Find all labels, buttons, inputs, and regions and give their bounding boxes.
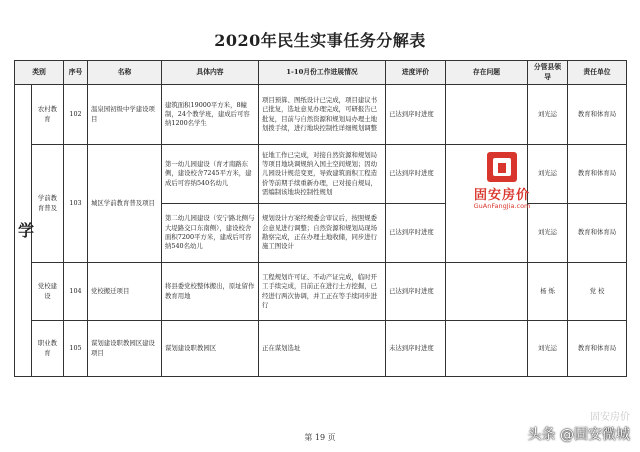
task-table bbox=[14, 60, 627, 377]
table-header-row bbox=[15, 61, 627, 85]
page-number: 第 19 页 bbox=[304, 433, 336, 442]
faint-watermark: 固安房价 bbox=[590, 412, 630, 423]
content-cell: 建筑面积19000平方米，8幢制，24个教学班，建成后可容纳1200名学生 bbox=[162, 85, 259, 145]
number-cell: 105 bbox=[64, 321, 88, 377]
header-name: 名称 bbox=[88, 61, 162, 85]
name-cell: 城区学前教育普及项目 bbox=[88, 145, 162, 263]
evaluation-cell: 未达到序时进度 bbox=[386, 321, 446, 377]
evaluation-cell: 已达到序时进度 bbox=[386, 204, 446, 263]
unit-cell: 教育和体育局 bbox=[568, 321, 627, 377]
progress-cell: 征地工作已完成，对接自然资源和规划局等项目地块调规纳入国土空间规划；因幼儿园设计规范变更，导致建筑面积工程造价等前期手续重新办理，已对接自规局，需编制该地块控制性规划 bbox=[259, 145, 386, 204]
subcategory-cell: 党校建设 bbox=[32, 263, 64, 321]
leader-cell: 刘光运 bbox=[528, 145, 568, 204]
leader-cell: 杨 烁 bbox=[528, 263, 568, 321]
evaluation-cell: 已达到序时进度 bbox=[386, 145, 446, 204]
evaluation-cell: 已达到序时进度 bbox=[386, 263, 446, 321]
site-logo bbox=[456, 152, 548, 218]
logo-subtext: GuAnFangJia.com bbox=[473, 202, 531, 210]
progress-cell: 工程规划许可证、不动产证完成，临时开工手续完成，目前正在进行土方挖掘，已经进行两次协调，并工正在等手续同步进行 bbox=[259, 263, 386, 321]
progress-cell: 项目预算、图纸设计已完成，项目建议书已批复，选址意见办理完成，可研报告已批复，目前与自然资源和规划局办理土地划拨手续，进行地块控制性详细规划调整 bbox=[259, 85, 386, 145]
leader-cell: 刘光运 bbox=[528, 204, 568, 263]
issue-cell bbox=[446, 263, 528, 321]
evaluation-cell: 已达到序时进度 bbox=[386, 85, 446, 145]
house-logo-icon bbox=[487, 152, 517, 182]
unit-cell: 教育和体育局 bbox=[568, 85, 627, 145]
number-cell: 102 bbox=[64, 85, 88, 145]
table-row bbox=[15, 321, 627, 377]
unit-cell: 党 校 bbox=[568, 263, 627, 321]
header-progress: 1-10月份工作进展情况 bbox=[259, 61, 386, 85]
number-cell: 104 bbox=[64, 263, 88, 321]
content-cell: 第一幼儿园建设（育才南路东侧，建设校舍7245平方米，建成后可容纳540名幼儿 bbox=[162, 145, 259, 204]
source-watermark: 头条 @固安微城 bbox=[527, 427, 630, 443]
main-category-cell: 学 bbox=[15, 85, 32, 377]
unit-cell: 教育和体育局 bbox=[568, 204, 627, 263]
issue-cell bbox=[446, 321, 528, 377]
issue-cell bbox=[446, 85, 528, 145]
content-cell: 第二幼儿园建设（安宁路北侧与大堤路交口东南侧），建设校舍面积7200平方米，建成后可容纳540名幼儿 bbox=[162, 204, 259, 263]
header-issue: 存在问题 bbox=[446, 61, 528, 85]
name-cell: 党校搬迁项目 bbox=[88, 263, 162, 321]
subcategory-cell: 学前教育普及 bbox=[32, 145, 64, 263]
logo-text: 固安房价 bbox=[473, 188, 530, 203]
document-title: 2020年民生实事任务分解表 bbox=[214, 31, 426, 50]
progress-cell: 规划设计方案经规委会审议后，按照规委会意见进行调整；自然资源和规划局现场勘察完成，正在办理土地收储，同步进行施工图设计 bbox=[259, 204, 386, 263]
number-cell: 103 bbox=[64, 145, 88, 263]
unit-cell: 教育和体育局 bbox=[568, 145, 627, 204]
table-row bbox=[15, 85, 627, 145]
table-row bbox=[15, 263, 627, 321]
progress-cell: 正在谋划选址 bbox=[259, 321, 386, 377]
leader-cell: 刘光运 bbox=[528, 85, 568, 145]
subcategory-cell: 职业教育 bbox=[32, 321, 64, 377]
header-evaluation: 进度评价 bbox=[386, 61, 446, 85]
subcategory-cell: 农村教育 bbox=[32, 85, 64, 145]
content-cell: 将县委党校整体搬出，原址留作教育用地 bbox=[162, 263, 259, 321]
header-category: 类别 bbox=[15, 61, 64, 85]
leader-cell: 刘光运 bbox=[528, 321, 568, 377]
header-content: 具体内容 bbox=[162, 61, 259, 85]
name-cell: 谋划建设职教园区建设项目 bbox=[88, 321, 162, 377]
header-unit: 责任单位 bbox=[568, 61, 627, 85]
name-cell: 温泉园初级中学建设项目 bbox=[88, 85, 162, 145]
header-number: 序号 bbox=[64, 61, 88, 85]
header-leader: 分管县领导 bbox=[528, 61, 568, 85]
content-cell: 谋划建设职教园区 bbox=[162, 321, 259, 377]
